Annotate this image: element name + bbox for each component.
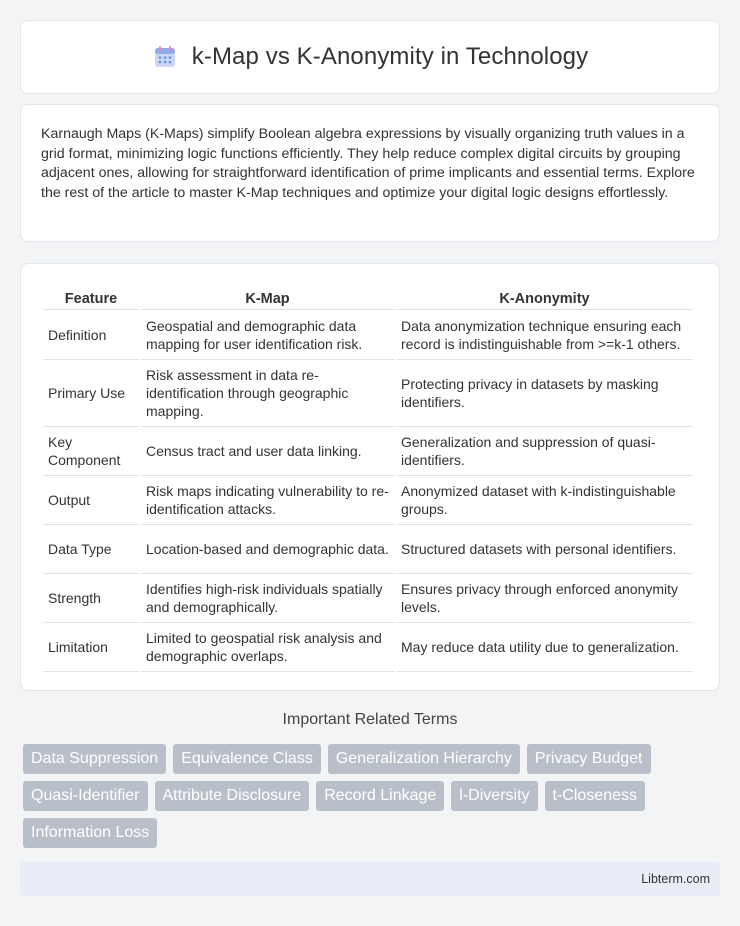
kanonymity-cell: Protecting privacy in datasets by masking identifiers.: [396, 360, 693, 427]
related-term-tag[interactable]: t-Closeness: [545, 781, 645, 811]
related-term-tag[interactable]: Record Linkage: [316, 781, 444, 811]
table-header-row: [43, 284, 693, 310]
column-header-kanonymity: K-Anonymity: [396, 284, 693, 310]
feature-cell: Key Component: [43, 427, 139, 476]
intro-paragraph: Karnaugh Maps (K-Maps) simplify Boolean algebra expressions by visually organizing truth values in a grid format, minimizing logic functions efficiently. They help reduce complex digital circuits by grouping adjacent ones, allowing for straightforward identification of prime implicants and essential terms. Explore the rest of the article to master K-Map techniques and optimize your digital logic designs effortlessly.: [41, 126, 695, 202]
kmap-cell: Identifies high-risk individuals spatially and demographically.: [141, 574, 394, 623]
related-term-tag[interactable]: Data Suppression: [23, 744, 166, 774]
related-terms-list: [23, 744, 723, 848]
feature-cell: Output: [43, 476, 139, 525]
table-row: [43, 476, 693, 525]
feature-cell: Data Type: [43, 525, 139, 574]
kmap-cell: Census tract and user data linking.: [141, 427, 394, 476]
related-term-tag[interactable]: Generalization Hierarchy: [328, 744, 520, 774]
header-card: [20, 20, 720, 94]
comparison-table: [41, 284, 695, 672]
kanonymity-cell: Ensures privacy through enforced anonymity levels.: [396, 574, 693, 623]
table-row: [43, 427, 693, 476]
intro-card: [20, 104, 720, 242]
kanonymity-cell: Data anonymization technique ensuring each record is indistinguishable from >=k-1 others.: [396, 310, 693, 360]
table-row: [43, 360, 693, 427]
kmap-cell: Location-based and demographic data.: [141, 525, 394, 574]
kmap-cell: Risk assessment in data re-identification through geographic mapping.: [141, 360, 394, 427]
related-term-tag[interactable]: Privacy Budget: [527, 744, 651, 774]
kanonymity-cell: Anonymized dataset with k-indistinguishable groups.: [396, 476, 693, 525]
column-header-feature: Feature: [43, 284, 139, 310]
kanonymity-cell: May reduce data utility due to generalization.: [396, 623, 693, 672]
kmap-cell: Risk maps indicating vulnerability to re-identification attacks.: [141, 476, 394, 525]
footer: [20, 862, 720, 896]
feature-cell: Primary Use: [43, 360, 139, 427]
comparison-table-card: [20, 263, 720, 691]
kanonymity-cell: Generalization and suppression of quasi-identifiers.: [396, 427, 693, 476]
table-row: [43, 525, 693, 574]
related-term-tag[interactable]: Attribute Disclosure: [155, 781, 310, 811]
related-term-tag[interactable]: Quasi-Identifier: [23, 781, 148, 811]
table-row: [43, 310, 693, 360]
table-row: [43, 574, 693, 623]
table-row: [43, 623, 693, 672]
related-term-tag[interactable]: Information Loss: [23, 818, 157, 848]
related-term-tag[interactable]: l-Diversity: [451, 781, 537, 811]
kmap-cell: Geospatial and demographic data mapping for user identification risk.: [141, 310, 394, 360]
feature-cell: Definition: [43, 310, 139, 360]
kanonymity-cell: Structured datasets with personal identifiers.: [396, 525, 693, 574]
calendar-grid-icon: [152, 44, 178, 70]
related-terms-heading: Important Related Terms: [282, 711, 458, 728]
kmap-cell: Limited to geospatial risk analysis and demographic overlaps.: [141, 623, 394, 672]
footer-site-link[interactable]: Libterm.com: [641, 872, 710, 886]
related-term-tag[interactable]: Equivalence Class: [173, 744, 321, 774]
page-title: k-Map vs K-Anonymity in Technology: [191, 43, 589, 70]
feature-cell: Strength: [43, 574, 139, 623]
column-header-kmap: K-Map: [141, 284, 394, 310]
feature-cell: Limitation: [43, 623, 139, 672]
